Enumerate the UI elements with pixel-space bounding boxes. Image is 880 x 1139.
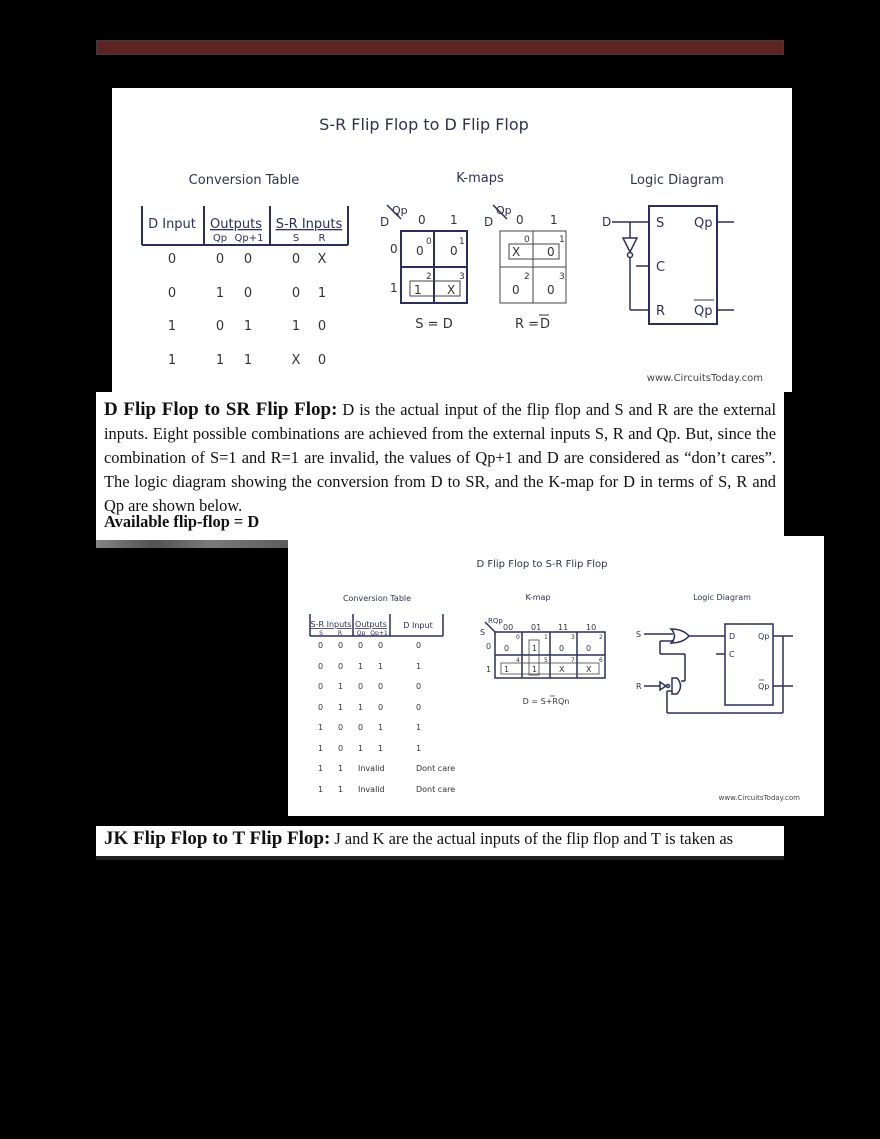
svg-text:0: 0 xyxy=(416,703,422,712)
table-cell: 1 xyxy=(317,286,327,301)
svg-text:0: 0 xyxy=(516,634,520,641)
svg-text:1: 1 xyxy=(459,237,465,247)
svg-text:R: R xyxy=(636,682,642,691)
figure-title: D Flip Flop to S-R Flip Flop xyxy=(476,559,608,570)
svg-text:4: 4 xyxy=(516,657,520,664)
svg-text:1: 1 xyxy=(504,665,510,674)
table-cell: 0 xyxy=(291,252,301,267)
table-cell: 1 xyxy=(243,319,253,334)
table-cell: 0 xyxy=(215,319,225,334)
table-cell: 1 xyxy=(243,353,253,368)
svg-text:0: 0 xyxy=(512,283,520,297)
svg-text:X: X xyxy=(586,665,592,674)
table-cell: 1 xyxy=(215,353,225,368)
header-sr-inputs: S-R Inputs xyxy=(275,217,343,232)
svg-text:0: 0 xyxy=(559,644,565,653)
svg-text:Dont care: Dont care xyxy=(416,764,456,773)
svg-text:0: 0 xyxy=(378,641,384,650)
svg-text:1: 1 xyxy=(390,281,398,295)
scan-artifact xyxy=(96,540,288,548)
svg-text:1: 1 xyxy=(532,665,538,674)
kmap-d xyxy=(480,617,605,706)
svg-text:0: 0 xyxy=(426,237,432,247)
available-flipflop-line: Available flip-flop = D xyxy=(104,512,260,531)
watermark: www.CircuitsToday.com xyxy=(718,794,800,802)
section-body: J and K are the actual inputs of the flip flop and T is taken as xyxy=(330,829,733,848)
svg-text:0: 0 xyxy=(338,641,344,650)
svg-text:1: 1 xyxy=(450,213,458,227)
section-body: D is the actual input of the flip flop and S and R are the external inputs. Eight possible combinations are achieved from the external inputs S, R and Qp. But, since the combination of S=1 and R=1 are invalid, the values of Qp+1 and D are considered as “don’t cares”. The logic diagram showing the conversion from D to SR, and the K-map for D in terms of S, R and Qp are shown below. xyxy=(104,400,776,515)
table-cell: 0 xyxy=(215,252,225,267)
svg-text:Qp: Qp xyxy=(356,630,366,637)
figure-title: S-R Flip Flop to D Flip Flop xyxy=(319,115,529,134)
svg-text:0: 0 xyxy=(378,682,384,691)
svg-text:0: 0 xyxy=(504,644,510,653)
svg-text:1: 1 xyxy=(338,682,344,691)
header-outputs: Outputs xyxy=(210,217,262,232)
svg-text:2: 2 xyxy=(599,634,603,641)
svg-text:1: 1 xyxy=(414,283,422,297)
svg-text:0: 0 xyxy=(586,644,592,653)
svg-text:0: 0 xyxy=(516,213,524,227)
header-r: R xyxy=(318,233,326,244)
svg-text:2: 2 xyxy=(524,272,530,282)
svg-text:S-R Inputs: S-R Inputs xyxy=(310,620,352,629)
table-cell: 0 xyxy=(243,252,253,267)
svg-text:0: 0 xyxy=(416,244,424,258)
kmap-r xyxy=(484,204,566,332)
table-cell: 1 xyxy=(167,353,177,368)
svg-text:01: 01 xyxy=(531,623,542,632)
svg-text:0: 0 xyxy=(358,641,364,650)
svg-text:0: 0 xyxy=(318,662,324,671)
section-paragraph xyxy=(104,828,733,850)
svg-text:R: R xyxy=(656,304,666,319)
svg-text:0: 0 xyxy=(338,744,344,753)
svg-text:0: 0 xyxy=(318,682,324,691)
watermark: www.CircuitsToday.com xyxy=(646,373,763,384)
svg-text:Invalid: Invalid xyxy=(358,764,385,773)
svg-text:X: X xyxy=(559,665,565,674)
svg-text:1: 1 xyxy=(378,723,384,732)
svg-text:3: 3 xyxy=(571,634,575,641)
svg-text:S: S xyxy=(636,630,642,639)
table-cell: X xyxy=(317,252,327,267)
svg-text:Qp: Qp xyxy=(758,682,770,691)
section-jk-to-t xyxy=(96,826,784,856)
svg-text:10: 10 xyxy=(586,623,597,632)
svg-text:S: S xyxy=(656,216,665,231)
svg-text:1: 1 xyxy=(318,744,324,753)
logic-diagram-sr xyxy=(612,206,734,324)
table-cell: 1 xyxy=(215,286,225,301)
header-s: S xyxy=(292,233,300,244)
svg-text:C: C xyxy=(729,650,735,659)
header-d-input: D Input xyxy=(148,217,196,232)
svg-text:1: 1 xyxy=(358,744,364,753)
svg-text:Qp: Qp xyxy=(392,204,408,217)
svg-text:0: 0 xyxy=(358,682,364,691)
s-equation: S = D xyxy=(415,317,453,332)
svg-text:1: 1 xyxy=(378,744,384,753)
svg-text:1: 1 xyxy=(358,703,364,712)
svg-text:1: 1 xyxy=(338,764,344,773)
table-cell: 1 xyxy=(291,319,301,334)
svg-text:Qp: Qp xyxy=(694,216,713,231)
svg-text:1: 1 xyxy=(532,644,538,653)
page-header-bar xyxy=(96,40,784,55)
svg-text:Qp+1: Qp+1 xyxy=(370,630,388,637)
svg-text:1: 1 xyxy=(416,723,422,732)
svg-text:S: S xyxy=(480,628,486,637)
svg-text:D: D xyxy=(602,215,612,229)
svg-text:0: 0 xyxy=(547,283,555,297)
svg-text:Qp: Qp xyxy=(496,204,512,217)
svg-text:1: 1 xyxy=(416,744,422,753)
header-qp1: Qp+1 xyxy=(234,233,264,244)
svg-text:R: R xyxy=(337,630,343,637)
svg-text:D Input: D Input xyxy=(403,621,433,630)
table-cell: 1 xyxy=(167,319,177,334)
d-equation: D = S+RQn xyxy=(522,697,570,706)
svg-text:2: 2 xyxy=(426,272,432,282)
conversion-table-title: Conversion Table xyxy=(188,173,300,188)
conversion-table-body xyxy=(168,252,327,368)
table-cell: 0 xyxy=(167,252,177,267)
kmap-title: K-map xyxy=(525,593,551,602)
svg-text:1: 1 xyxy=(318,723,324,732)
figure-sr-to-d-drawing xyxy=(112,88,792,392)
svg-text:11: 11 xyxy=(558,623,569,632)
svg-text:0: 0 xyxy=(318,703,324,712)
svg-text:0: 0 xyxy=(338,662,344,671)
kmaps-title: K-maps xyxy=(456,171,504,186)
logic-diagram-title: Logic Diagram xyxy=(693,593,751,602)
svg-text:0: 0 xyxy=(338,723,344,732)
table-cell: 0 xyxy=(317,319,327,334)
svg-text:1: 1 xyxy=(559,235,565,245)
svg-text:1: 1 xyxy=(318,764,324,773)
svg-text:Qp: Qp xyxy=(758,632,770,641)
svg-text:Qp: Qp xyxy=(694,304,713,319)
svg-text:6: 6 xyxy=(599,657,603,664)
figure-d-to-sr xyxy=(288,536,824,816)
table-cell: 0 xyxy=(243,286,253,301)
table-cell: X xyxy=(291,353,301,368)
section-heading: JK Flip Flop to T Flip Flop: xyxy=(104,828,331,849)
svg-text:X: X xyxy=(512,245,521,259)
header-qp: Qp xyxy=(212,233,228,244)
cropped-text-line xyxy=(96,856,784,860)
r-equation-right: D xyxy=(540,317,551,332)
svg-text:0: 0 xyxy=(378,703,384,712)
table-cell: 0 xyxy=(317,353,327,368)
svg-text:D: D xyxy=(484,215,494,229)
svg-text:1: 1 xyxy=(338,785,344,794)
logic-diagram-title: Logic Diagram xyxy=(630,173,724,188)
svg-text:C: C xyxy=(656,260,666,275)
svg-text:0: 0 xyxy=(486,642,492,651)
svg-text:1: 1 xyxy=(550,213,558,227)
svg-text:1: 1 xyxy=(486,665,492,674)
svg-text:5: 5 xyxy=(544,657,548,664)
svg-text:3: 3 xyxy=(559,272,565,282)
svg-text:Dont care: Dont care xyxy=(416,785,456,794)
svg-text:1: 1 xyxy=(378,662,384,671)
svg-text:D: D xyxy=(380,215,390,229)
svg-text:0: 0 xyxy=(416,682,422,691)
svg-text:1: 1 xyxy=(416,662,422,671)
svg-text:0: 0 xyxy=(524,235,530,245)
logic-diagram-d xyxy=(644,624,793,713)
table-cell: 0 xyxy=(291,286,301,301)
svg-text:0: 0 xyxy=(318,641,324,650)
section-d-to-sr xyxy=(96,392,784,540)
svg-text:0: 0 xyxy=(390,242,398,256)
svg-text:Outputs: Outputs xyxy=(355,620,387,629)
table-cell: 0 xyxy=(167,286,177,301)
svg-text:D: D xyxy=(729,632,736,641)
figure-sr-to-d xyxy=(112,88,792,392)
svg-text:S: S xyxy=(319,630,323,637)
kmap-s xyxy=(380,204,467,332)
svg-text:0: 0 xyxy=(358,723,364,732)
svg-text:Invalid: Invalid xyxy=(358,785,385,794)
conversion-table-body xyxy=(318,641,455,794)
svg-text:1: 1 xyxy=(544,634,548,641)
svg-text:RQp: RQp xyxy=(488,617,503,625)
svg-text:0: 0 xyxy=(547,245,555,259)
svg-text:1: 1 xyxy=(358,662,364,671)
section-paragraph xyxy=(104,398,776,518)
svg-text:3: 3 xyxy=(459,272,465,282)
svg-text:7: 7 xyxy=(571,657,575,664)
figure-d-to-sr-drawing xyxy=(288,536,824,816)
svg-text:0: 0 xyxy=(418,213,426,227)
svg-text:1: 1 xyxy=(338,703,344,712)
section-heading: D Flip Flop to SR Flip Flop: xyxy=(104,399,338,420)
svg-text:X: X xyxy=(447,283,456,297)
r-equation-left: R = xyxy=(515,317,540,332)
svg-text:1: 1 xyxy=(318,785,324,794)
conversion-table-title: Conversion Table xyxy=(342,594,412,603)
svg-text:00: 00 xyxy=(503,623,514,632)
svg-text:0: 0 xyxy=(416,641,422,650)
svg-text:0: 0 xyxy=(450,244,458,258)
